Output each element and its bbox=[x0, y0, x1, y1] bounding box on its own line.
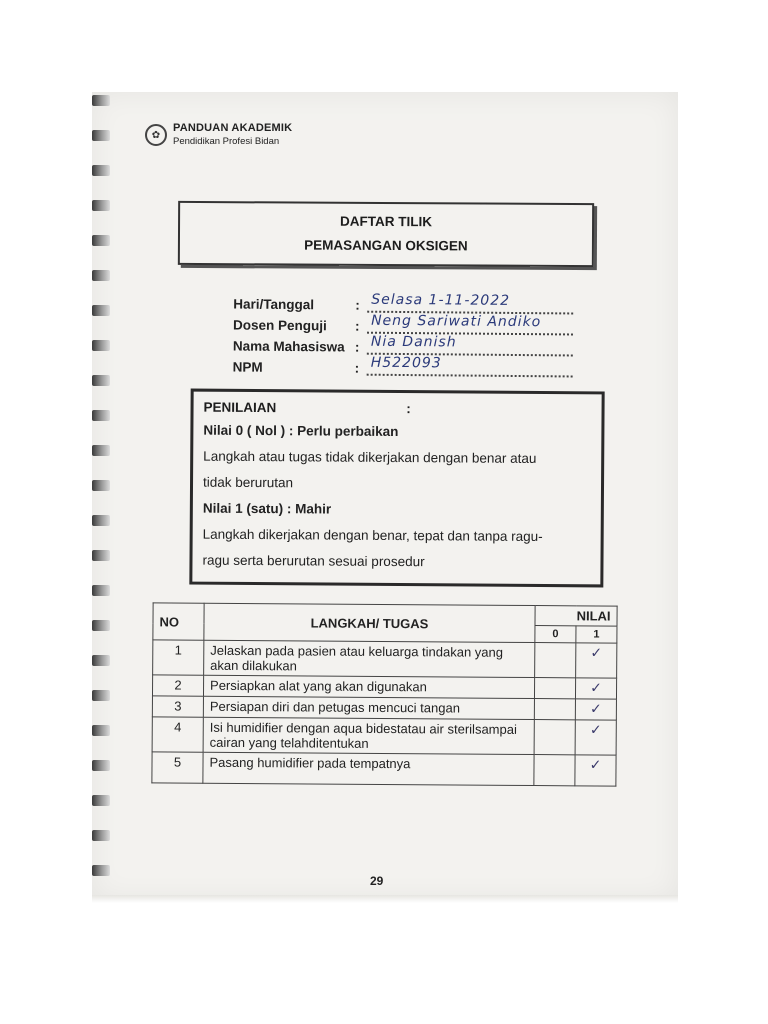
spiral-ring bbox=[92, 725, 110, 736]
spiral-ring bbox=[92, 200, 110, 211]
nilai1-title: Nilai 1 (satu) : Mahir bbox=[202, 500, 332, 517]
checklist-table bbox=[151, 602, 617, 786]
row-no: 5 bbox=[152, 752, 203, 783]
header-nilai: NILAI bbox=[535, 606, 617, 627]
spiral-ring bbox=[92, 235, 110, 246]
nilai0-desc-line2: tidak berurutan bbox=[202, 474, 294, 491]
row-score-0[interactable] bbox=[534, 678, 575, 699]
field-row-date bbox=[233, 291, 573, 315]
spiral-ring bbox=[92, 130, 110, 141]
header-title: PANDUAN AKADEMIK bbox=[173, 122, 293, 134]
nilai1-desc-line2: ragu serta berurutan sesuai prosedur bbox=[202, 552, 425, 570]
spiral-ring bbox=[92, 655, 110, 666]
field-value-examiner[interactable]: Neng Sariwati Andiko bbox=[367, 313, 573, 336]
header-score-0: 0 bbox=[535, 626, 576, 643]
spiral-binding bbox=[92, 95, 116, 895]
header-subtitle: Pendidikan Profesi Bidan bbox=[173, 136, 280, 147]
title-line-2: PEMASANGAN OKSIGEN bbox=[304, 237, 468, 254]
row-score-1[interactable]: ✓ bbox=[575, 720, 616, 755]
assessment-title: PENILAIAN bbox=[203, 399, 277, 415]
row-task: Pasang humidifier pada tempatnya bbox=[203, 752, 534, 785]
field-value-student[interactable]: Nia Danish bbox=[367, 334, 573, 357]
page-number: 29 bbox=[370, 874, 384, 888]
spiral-ring bbox=[92, 340, 110, 351]
spiral-ring bbox=[92, 550, 110, 561]
spiral-ring bbox=[92, 165, 110, 176]
row-score-1[interactable]: ✓ bbox=[575, 699, 616, 720]
row-no: 2 bbox=[152, 675, 203, 696]
table-row bbox=[152, 717, 616, 755]
row-score-0[interactable] bbox=[534, 699, 575, 720]
spiral-ring bbox=[92, 585, 110, 596]
identity-fields bbox=[233, 291, 574, 378]
nilai0-title: Nilai 0 ( Nol ) : Perlu perbaikan bbox=[203, 422, 399, 440]
field-colon: : bbox=[354, 339, 360, 355]
row-task: Persiapkan alat yang akan digunakan bbox=[203, 675, 534, 698]
checklist-table-wrapper bbox=[151, 602, 617, 786]
field-row-examiner bbox=[233, 312, 573, 336]
row-score-0[interactable] bbox=[535, 643, 576, 678]
university-seal-icon: ✿ bbox=[145, 124, 167, 146]
assessment-heading bbox=[203, 396, 591, 421]
assessment-colon: : bbox=[406, 400, 411, 416]
title-box bbox=[178, 201, 594, 267]
row-no: 1 bbox=[153, 640, 204, 675]
row-score-1[interactable]: ✓ bbox=[576, 643, 617, 678]
header-score-1: 1 bbox=[576, 626, 617, 643]
nilai0-desc-line1: Langkah atau tugas tidak dikerjakan dengan benar atau bbox=[203, 448, 537, 466]
field-value-npm[interactable]: H522093 bbox=[367, 355, 573, 378]
spiral-ring bbox=[92, 480, 110, 491]
field-label: Nama Mahasiswa bbox=[232, 338, 345, 355]
spiral-ring bbox=[92, 795, 110, 806]
header-task: LANGKAH/ TUGAS bbox=[204, 603, 535, 642]
spiral-ring bbox=[92, 515, 110, 526]
spiral-ring bbox=[92, 865, 110, 876]
row-task: Isi humidifier dengan aqua bidestatau air sterilsampai cairan yang telahditentukan bbox=[203, 717, 534, 754]
spiral-ring bbox=[92, 690, 110, 701]
field-row-npm bbox=[233, 354, 573, 378]
field-label: Hari/Tanggal bbox=[233, 296, 315, 313]
page-shadow bbox=[92, 895, 678, 903]
nilai1-desc-line1: Langkah dikerjakan dengan benar, tepat dan tanpa ragu- bbox=[202, 526, 543, 545]
spiral-ring bbox=[92, 620, 110, 631]
field-label: Dosen Penguji bbox=[233, 317, 327, 334]
spiral-ring bbox=[92, 375, 110, 386]
field-colon: : bbox=[355, 318, 360, 334]
spiral-ring bbox=[92, 270, 110, 281]
row-no: 3 bbox=[152, 696, 203, 717]
field-value-date[interactable]: Selasa 1-11-2022 bbox=[367, 292, 573, 315]
row-task: Persiapan diri dan petugas mencuci tangan bbox=[203, 696, 534, 719]
row-task: Jelaskan pada pasien atau keluarga tindakan yang akan dilakukan bbox=[204, 640, 535, 677]
field-label: NPM bbox=[232, 359, 263, 375]
spiral-ring bbox=[92, 410, 110, 421]
row-score-0[interactable] bbox=[534, 755, 575, 786]
spiral-ring bbox=[92, 830, 110, 841]
field-colon: : bbox=[354, 360, 360, 376]
header-no: NO bbox=[153, 603, 204, 640]
field-row-student bbox=[233, 333, 573, 357]
row-no: 4 bbox=[152, 717, 203, 752]
page-header bbox=[145, 122, 292, 148]
spiral-ring bbox=[92, 445, 110, 456]
row-score-0[interactable] bbox=[534, 720, 575, 755]
spiral-ring bbox=[92, 95, 110, 106]
row-score-1[interactable]: ✓ bbox=[575, 678, 616, 699]
table-row bbox=[153, 640, 617, 678]
spiral-ring bbox=[92, 760, 110, 771]
title-line-1: DAFTAR TILIK bbox=[340, 213, 433, 230]
table-row bbox=[152, 752, 616, 786]
assessment-box bbox=[189, 389, 604, 588]
spiral-ring bbox=[92, 305, 110, 316]
field-colon: : bbox=[355, 297, 360, 313]
row-score-1[interactable]: ✓ bbox=[575, 755, 616, 786]
